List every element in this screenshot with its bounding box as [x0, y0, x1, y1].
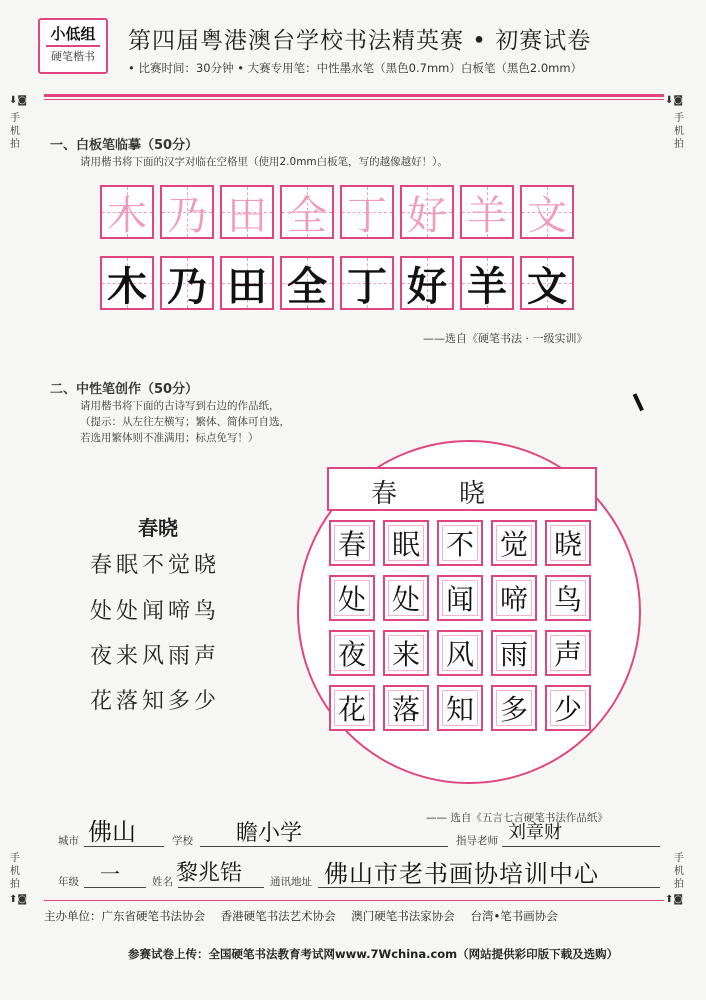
grade-label: 年级	[58, 876, 79, 888]
page-title: 第四届粤港澳台学校书法精英赛 • 初赛试卷	[128, 28, 592, 54]
address-label: 通讯地址	[270, 876, 312, 888]
section1-title: 一、白板笔临摹（50分）	[50, 138, 199, 153]
name-underline	[178, 887, 264, 888]
template-cell: 羊	[460, 185, 514, 239]
copy-cell[interactable]: 羊	[460, 256, 514, 310]
copy-cell[interactable]: 田	[220, 256, 274, 310]
camera-icon-left-bottom: ⬆◙	[8, 894, 28, 905]
copy-cell[interactable]: 文	[520, 256, 574, 310]
teacher-field[interactable]: 刘章财	[508, 822, 562, 843]
school-label: 学校	[172, 835, 193, 847]
side-note-left-bottom: 手机拍	[10, 853, 20, 890]
work-cell[interactable]: 知	[437, 685, 483, 731]
header-rule-thin	[44, 99, 664, 100]
group-badge	[38, 18, 108, 74]
badge-style: 硬笔楷书	[51, 50, 95, 63]
copy-row	[100, 256, 580, 310]
work-title-char: 晓	[459, 479, 486, 509]
work-cell[interactable]: 来	[383, 630, 429, 676]
work-cell[interactable]: 春	[329, 520, 375, 566]
section1-source: ——选自《硬笔书法 · 一级实训》	[423, 332, 588, 345]
work-cell[interactable]: 夜	[329, 630, 375, 676]
work-cell[interactable]: 落	[383, 685, 429, 731]
teacher-underline	[502, 846, 660, 847]
work-cell[interactable]: 不	[437, 520, 483, 566]
section2-instruction-3: 若选用繁体则不准满用；标点免写！）	[80, 432, 259, 444]
poem-line: 夜来风雨声	[90, 644, 221, 669]
side-note-left-top: 手机拍	[10, 113, 20, 150]
copy-cell[interactable]: 木	[100, 256, 154, 310]
template-cell: 好	[400, 185, 454, 239]
upload-info: 参赛试卷上传：全国硬笔书法教育考试网www.7Wchina.com（网站提供彩印版下载及选购）	[128, 947, 619, 961]
header-rule	[44, 94, 664, 97]
work-cell[interactable]: 多	[491, 685, 537, 731]
organizers: 主办单位：广东省硬笔书法协会 香港硬笔书法艺术协会 澳门硬笔书法家协会 台湾•笔书画协会	[44, 909, 558, 923]
section2-title: 二、中性笔创作（50分）	[50, 382, 199, 397]
work-cell[interactable]: 晓	[545, 520, 591, 566]
section2-source: —— 选自《五言七言硬笔书法作品纸》	[426, 812, 608, 824]
poem-line: 花落知多少	[90, 689, 221, 714]
work-title-box[interactable]	[327, 467, 597, 511]
template-cell: 田	[220, 185, 274, 239]
work-cell[interactable]: 风	[437, 630, 483, 676]
template-row	[100, 185, 580, 239]
side-note-right-top: 手机拍	[674, 113, 684, 150]
work-cell[interactable]: 花	[329, 685, 375, 731]
city-field[interactable]: 佛山	[88, 818, 136, 846]
school-field[interactable]: 瞻小学	[236, 821, 303, 846]
work-cell[interactable]: 雨	[491, 630, 537, 676]
poem-line: 春眠不觉晓	[90, 553, 221, 578]
work-cell[interactable]: 少	[545, 685, 591, 731]
ink-stroke	[633, 391, 650, 412]
exam-info: • 比赛时间：30分钟 • 大赛专用笔：中性墨水笔（黑色0.7mm）白板笔（黑色2.0mm）	[128, 61, 583, 75]
copy-cell[interactable]: 丁	[340, 256, 394, 310]
teacher-label: 指导老师	[456, 835, 498, 847]
copy-cell[interactable]: 好	[400, 256, 454, 310]
side-note-right-bottom: 手机拍	[674, 853, 684, 890]
camera-icon-right-bottom: ⬆◙	[664, 894, 684, 905]
section2-instruction-1: 请用楷书将下面的古诗写到右边的作品纸，	[80, 400, 280, 412]
work-cell[interactable]: 鸟	[545, 575, 591, 621]
poem-title: 春晓	[138, 516, 178, 540]
template-cell: 木	[100, 185, 154, 239]
name-field[interactable]: 黎兆锆	[176, 861, 243, 886]
work-cell[interactable]: 闻	[437, 575, 483, 621]
work-title-char: 春	[371, 479, 398, 509]
city-label: 城市	[58, 835, 79, 847]
work-cell[interactable]: 觉	[491, 520, 537, 566]
grade-field[interactable]: 一	[100, 862, 120, 886]
camera-icon-right-top: ⬇◙	[664, 95, 684, 106]
camera-icon-left-top: ⬇◙	[8, 95, 28, 106]
copy-cell[interactable]: 乃	[160, 256, 214, 310]
work-cell[interactable]: 眠	[383, 520, 429, 566]
work-cell[interactable]: 处	[329, 575, 375, 621]
grade-underline	[84, 887, 146, 888]
template-cell: 全	[280, 185, 334, 239]
work-cell[interactable]: 处	[383, 575, 429, 621]
address-field[interactable]: 佛山市老书画协培训中心	[324, 860, 599, 888]
template-cell: 乃	[160, 185, 214, 239]
section1-instruction: 请用楷书将下面的汉字对临在空格里（使用2.0mm白板笔，写的越像越好！）。	[80, 156, 448, 168]
template-cell: 文	[520, 185, 574, 239]
footer-rule	[44, 900, 664, 901]
poem-line: 处处闻啼鸟	[90, 599, 221, 624]
work-cell[interactable]: 啼	[491, 575, 537, 621]
copy-cell[interactable]: 全	[280, 256, 334, 310]
name-label: 姓名	[152, 876, 173, 888]
badge-group: 小低组	[46, 23, 100, 47]
work-cell[interactable]: 声	[545, 630, 591, 676]
template-cell: 丁	[340, 185, 394, 239]
section2-instruction-2: （提示：从左往左横写；繁体、简体可自选，	[80, 416, 290, 428]
